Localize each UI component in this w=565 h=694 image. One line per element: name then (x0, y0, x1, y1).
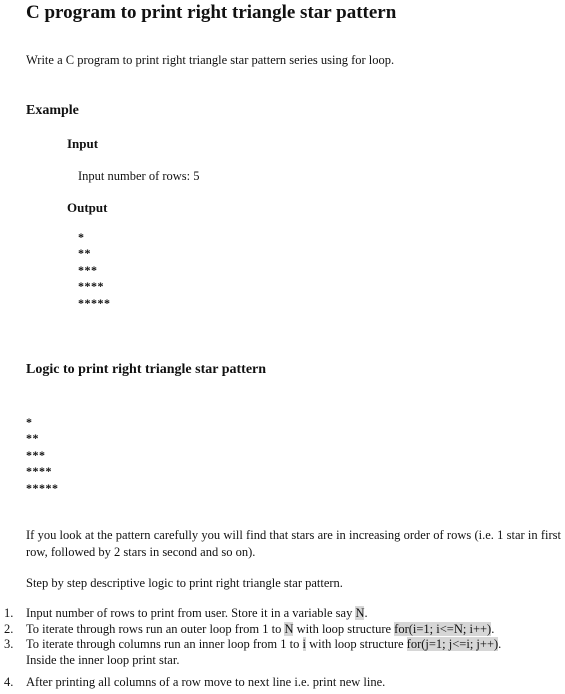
step-text: To iterate through rows run an outer loop from 1 to (26, 621, 285, 636)
step-number: 3. (4, 637, 14, 652)
pattern-line: ** (26, 431, 39, 446)
pattern-line: ***** (26, 480, 59, 495)
input-heading: Input (67, 136, 99, 151)
steps-intro: Step by step descriptive logic to print right triangle star pattern. (26, 576, 343, 590)
observation-paragraph: If you look at the pattern carefully you will find that stars are in increasing order of rows (i.e. 1 star in first row, followed by 2 stars in second and so on). (26, 528, 561, 559)
step-text-end: . (491, 621, 495, 636)
step-var: N (284, 621, 294, 636)
input-text: Input number of rows: 5 (78, 169, 200, 183)
step-text-end: . (364, 606, 368, 620)
step-text: To iterate through columns run an inner loop from 1 to (26, 637, 303, 652)
output-heading: Output (67, 200, 108, 215)
step-code: for(j=1; j<=i; j++) (406, 637, 499, 652)
output-line: ***** (78, 295, 111, 310)
logic-pattern (26, 414, 59, 496)
step-code: N (355, 606, 365, 620)
pattern-line: *** (26, 447, 46, 462)
pattern-line: * (26, 415, 33, 429)
step-text-end: . (498, 637, 502, 652)
step-text-continued: Inside the inner loop print star. (26, 653, 180, 668)
step-code: for(i=1; i<=N; i++) (394, 621, 492, 636)
output-line: ** (78, 246, 91, 261)
step-text: After printing all columns of a row move to next line i.e. print new line. (26, 674, 386, 689)
page-title: C program to print right triangle star pattern (26, 2, 397, 23)
intro-text: Write a C program to print right triangle star pattern series using for loop. (26, 53, 395, 67)
logic-heading: Logic to print right triangle star pattern (26, 362, 267, 377)
output-line: *** (78, 262, 98, 277)
step-text-mid: with loop structure (305, 637, 407, 652)
step-item (0, 622, 565, 638)
step-item (0, 606, 565, 622)
output-line: **** (78, 279, 104, 294)
example-heading: Example (26, 103, 79, 118)
step-text-mid: with loop structure (293, 621, 395, 636)
steps-list (0, 606, 565, 691)
step-var: i (302, 637, 306, 652)
step-number: 1. (4, 606, 14, 620)
step-item (0, 675, 565, 691)
output-pattern (78, 229, 111, 311)
pattern-line: **** (26, 464, 52, 479)
step-number: 4. (4, 674, 14, 689)
output-line: * (78, 230, 85, 244)
step-number: 2. (4, 621, 14, 636)
step-item (0, 637, 565, 668)
step-text: Input number of rows to print from user. Store it in a variable say (26, 606, 356, 620)
